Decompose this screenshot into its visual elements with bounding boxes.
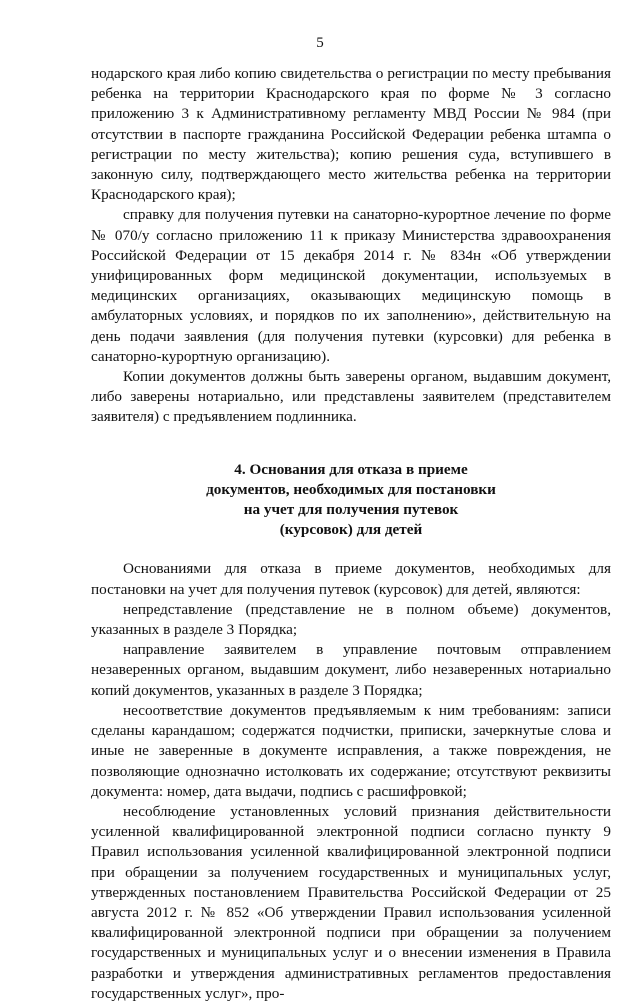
paragraph-electronic-signature: несоблюдение установленных условий признания действительности усиленной квалифицированной электронной подписи согласно пункту 9 Правил использования усиленной квалифицированной электронной подписи при обращении за получением государственных и муниципальных услуг, утвержденных постановлением Правительства Российской Федерации от 25 августа 2012 г. № 852 «Об утверждении Правил использования усиленной квалифицированной электронной подписи при обращении за получением государственных и муниципальных услуг и о внесении изменения в Правила разработки и утверждения административных регламентов предоставления государственных услуг», про-: [91, 802, 611, 1002]
paragraph-document-requirements: несоответствие документов предъявляемым к ним требованиям: записи сделаны карандашом; содержатся подчистки, приписки, зачеркнутые слова и иные не заверенные в документе исправления, а также повреждения, не позволяющие однозначно истолковать их содержание; отсутствуют реквизиты документа: номер, дата выдачи, подпись с расшифровкой;: [91, 701, 611, 800]
paragraph-uncertified-copies: направление заявителем в управление почтовым отправлением незаверенных органом, выдавшим документ, либо незаверенных нотариально копий документов, указанных в разделе 3 Порядка;: [91, 641, 611, 699]
paragraph-incomplete-documents: непредставление (представление не в полном объеме) документов, указанных в разделе 3 Порядка;: [91, 600, 611, 639]
heading-line: на учет для получения путевок: [243, 501, 459, 519]
heading-line: документов, необходимых для постановки: [206, 480, 496, 498]
heading-line: (курсовок) для детей: [279, 521, 423, 539]
heading-line: 4. Основания для отказа в приеме: [234, 460, 468, 478]
section-heading: [91, 460, 611, 541]
page-number: 5: [316, 35, 324, 51]
paragraph-refusal-grounds-intro: Основаниями для отказа в приеме документов, необходимых для постановки на учет для получения путевок (курсовок) для детей, являются:: [91, 560, 611, 598]
document-body: [91, 64, 611, 1004]
paragraph-medical-certificate: справку для получения путевки на санаторно-курортное лечение по форме № 070/у согласно приложению 11 к приказу Министерства здравоохранения Российской Федерации от 15 декабря 2014 г. № 834н «Об утверждении унифицированных форм медицинской документации, используемых в медицинских организациях, оказывающих медицинскую помощь в амбулаторных условиях, и порядков по их заполнению», действительную на день подачи заявления (для получения путевки (курсовки) для ребенка в санаторно-курортную организацию).: [91, 206, 611, 365]
paragraph-residence-proof: нодарского края либо копию свидетельства о регистрации по месту пребывания ребенка на территории Краснодарского края по форме № 3 согласно приложению 3 к Административному регламенту МВД России № 984 (при отсутствии в паспорте гражданина Российской Федерации ребенка штампа о регистрации по месту жительства); копию решения суда, вступившего в законную силу, подтверждающего место жительства ребенка на территории Краснодарского края);: [91, 65, 611, 204]
paragraph-copies-certification: Копии документов должны быть заверены органом, выдавшим документ, либо заверены нотариально, или представлены заявителем (представителем заявителя) с предъявлением подлинника.: [91, 368, 611, 426]
